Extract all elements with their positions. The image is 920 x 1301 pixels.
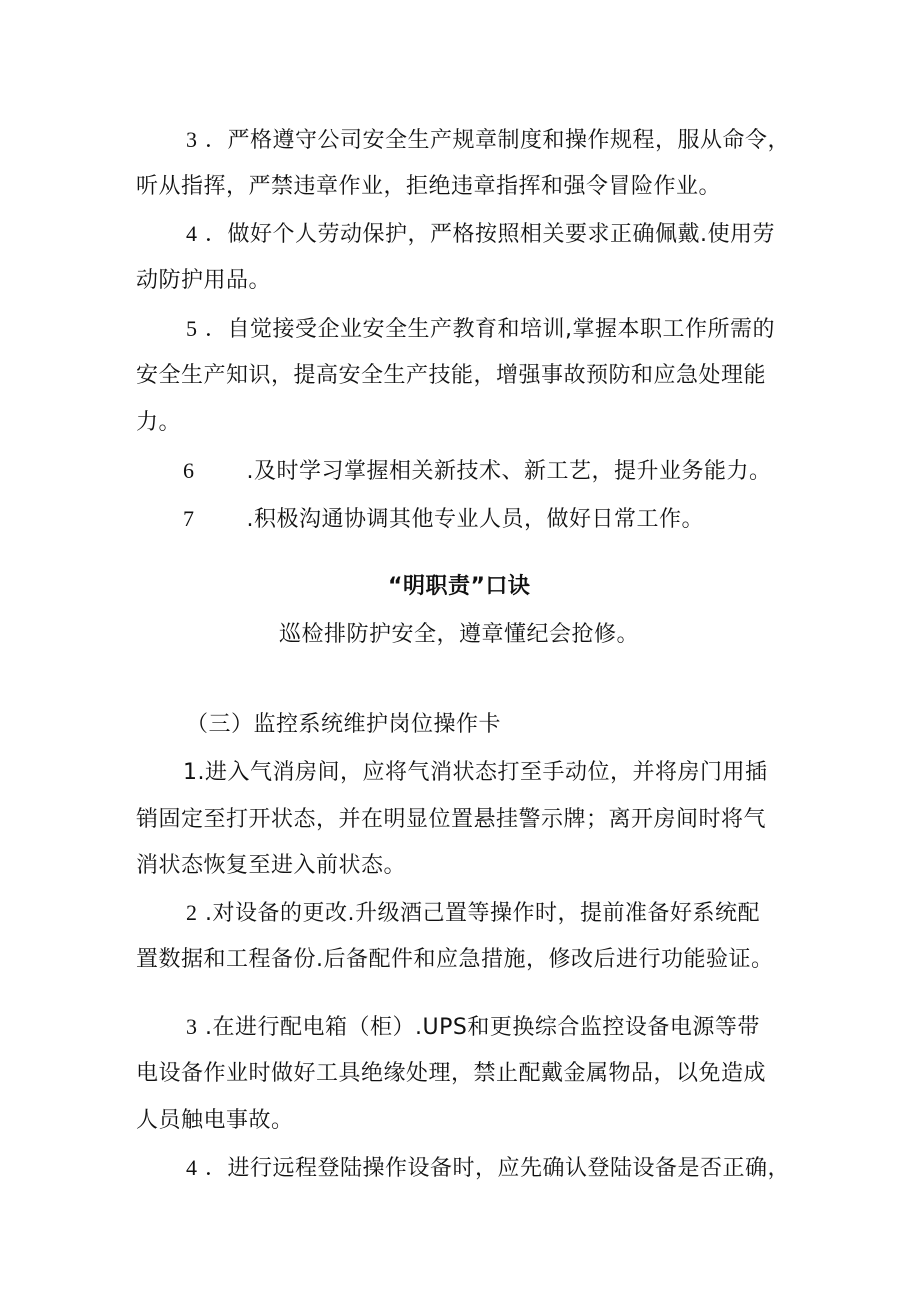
item-number: 4	[186, 221, 198, 246]
section-item-1-line-3: 消状态恢复至进入前状态。	[136, 853, 407, 878]
item-3-line-2: 听从指挥，严禁违章作业，拒绝违章指挥和强令冒险作业。	[136, 174, 722, 199]
item-5-line-1	[186, 314, 775, 345]
item-number: 6	[183, 458, 195, 483]
item-text: .对设备的更改.升级酒己置等操作时，提前准备好系统配	[197, 901, 760, 926]
item-3-line-1	[186, 125, 790, 156]
section-item-3-line-1	[186, 1012, 760, 1043]
item-number: 3	[186, 1014, 198, 1039]
item-5-line-2: 安全生产知识，提高安全生产技能，增强事故预防和应急处理能	[136, 363, 767, 388]
item-number: 3	[186, 127, 198, 152]
section-item-1-line-1: 1.进入气消房间，应将气消状态打至手动位，并将房门用插	[183, 760, 768, 785]
section-item-2-line-1	[186, 898, 760, 929]
section-title: （三）监控系统维护岗位操作卡	[186, 712, 502, 737]
item-number: 4	[186, 1155, 198, 1180]
item-5-line-3: 力。	[136, 410, 182, 435]
item-6-line-1	[183, 456, 772, 487]
item-text: .积极沟通协调其他专业人员，做好日常工作。	[246, 507, 704, 532]
item-text: .及时学习掌握相关新技术、新工艺，提升业务能力。	[246, 459, 772, 484]
item-text: ．自觉接受企业安全生产教育和培训,掌握本职工作所需的	[197, 317, 775, 342]
item-text: ．做好个人劳动保护，严格按照相关要求正确佩戴.使用劳	[197, 222, 775, 247]
motto-title: “明职责”口诀	[388, 574, 531, 599]
item-4-line-1	[186, 219, 775, 250]
section-item-1-line-2: 销固定至打开状态，并在明显位置悬挂警示牌；离开房间时将气	[136, 807, 767, 832]
item-number: 2	[186, 900, 198, 925]
section-item-3-line-3: 人员触电事故。	[136, 1108, 294, 1133]
motto-text: 巡检排防护安全，遵章懂纪会抢修。	[279, 622, 640, 647]
item-7-line-1	[183, 504, 704, 535]
item-text: ．进行远程登陆操作设备时，应先确认登陆设备是否正确，	[197, 1156, 790, 1181]
item-4-line-2: 动防护用品。	[136, 268, 272, 293]
section-item-4-line-1	[186, 1153, 790, 1184]
item-text: .在进行配电箱（柜）.UPS和更换综合监控设备电源等带	[197, 1015, 760, 1040]
item-text: ．严格遵守公司安全生产规章制度和操作规程，服从命令，	[197, 128, 790, 153]
item-number: 7	[183, 506, 195, 531]
item-number: 5	[186, 316, 198, 341]
section-item-3-line-2: 电设备作业时做好工具绝缘处理，禁止配戴金属物品，以免造成	[136, 1061, 767, 1086]
section-item-2-line-2: 置数据和工程备份.后备配件和应急措施，修改后进行功能验证。	[136, 947, 774, 972]
